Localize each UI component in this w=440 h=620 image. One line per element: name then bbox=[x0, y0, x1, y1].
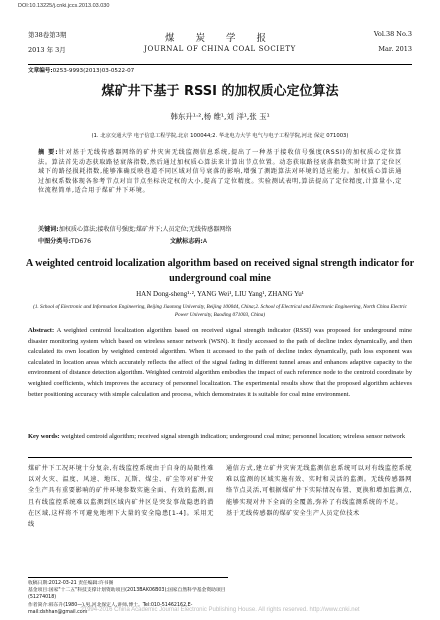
affiliation-en: (1. School of Electronic and Information Engineering, Beijing Jiaotong University, Beijing 100044, China;2. School of Electrical and Electronic Engineering, North China Electric Power University, Baoding 071003, China) bbox=[33, 304, 407, 318]
body-column-right: 通信方式,建立矿井灾害无线监测信息系统可以对有线监控系统难以监测的区域实施有效、实时和灵活的监测。无线传感器网络节点灵活,可根据煤矿井下实际情况布置、更换和增加监测点,能够实现对井下全面的全覆盖,弥补了有线监测系统的不足。 基于无线传感器的煤矿安全生产人员定位技术 bbox=[226, 465, 412, 517]
article-number bbox=[28, 66, 134, 74]
copyright-line: ?1994-2016 China Academic Journal Electronic Publishing House. All rights reserved. http://www.cnki.net bbox=[80, 607, 360, 613]
clc-value: TD676 bbox=[70, 238, 91, 245]
article-number-label: 文章编号: bbox=[28, 68, 53, 74]
journal-header bbox=[28, 30, 412, 65]
date-cn: 2013 年 3月 bbox=[28, 46, 66, 54]
abstract-cn-text: 针对基于无线传感器网络的矿井灾害无线监测信息系统,提出了一种基于接收信号强度(RSSI)的加权质心定位算法。算法首先动态获取路径衰落指数,然后通过加权质心算法来计算出节点位置。动态获取路径衰落指数实时计算了定位区域下的路径损耗指数,能够准确反映巷道不同区域对信号衰落的影响,增强了测距算法对环境的适应能力。加权质心算法通过加权系数体现各参考节点对盲节点坐标决定权的大小,提高了定位精度。实验测试表明,算法提高了定位精度,计算量小,定位流程简单,适合用于煤矿井下环境。 bbox=[38, 149, 403, 195]
doi-line: DOI:10.13225/j.cnki.jccs.2013.03.030 bbox=[18, 3, 110, 9]
keywords-en bbox=[28, 432, 412, 443]
section-divider bbox=[28, 457, 412, 458]
doc-code-value: A bbox=[202, 238, 208, 245]
authors-cn: 韩东升¹·²,杨 维¹,刘 洋¹,张 玉¹ bbox=[170, 112, 270, 121]
footnote-fund: 基金项目:国家"十二五"科技支撑计划资助项目(2013BAK06B03);国家自然科学基金资助项目(51274018) bbox=[28, 588, 226, 601]
doc-code-label: 文献标志码: bbox=[169, 238, 203, 245]
clc-label: 中图分类号: bbox=[38, 238, 71, 245]
affiliation-cn: (1. 北京交通大学 电子信息工程学院,北京 100044;2. 华北电力大学 电气与电子工程学院,河北 保定 071003) bbox=[91, 133, 349, 139]
body-column-left: 煤矿井下工况环境十分复杂,有线监控系统由于自身的局限性难以对火灾、温度、风速、地压、瓦斯、煤尘、矿尘等对矿井安全生产具有重要影响的矿井环境参数实施全面、有效的监测,而且有线监控系统难以监测到区域内矿井区是突发事故隐患的潜在区域,这样将不可避免地埋下大量的安全隐患[1-4]。采用无线 bbox=[28, 465, 214, 529]
title-cn: 煤矿井下基于 RSSI 的加权质心定位算法 bbox=[101, 84, 339, 99]
abstract-en bbox=[28, 326, 412, 400]
volume-en: Vol.38 No.3 bbox=[373, 30, 412, 38]
keywords-en-text: weighted centroid algorithm; received signal strength indication; underground coal mine; personnel location; wireless sensor network bbox=[61, 433, 406, 440]
keywords-cn-text: 加权质心算法;接收信号强度;煤矿井下;人员定位;无线传感器网络 bbox=[58, 226, 232, 233]
keywords-cn bbox=[38, 224, 402, 233]
keywords-en-label: Key words: bbox=[28, 433, 60, 440]
journal-name-cn: 煤 炭 学 报 bbox=[164, 33, 276, 44]
abstract-cn-label: 摘 要: bbox=[38, 149, 59, 156]
volume-cn: 第38卷第3期 bbox=[28, 31, 67, 39]
authors-en: HAN Dong-sheng¹·², YANG Wei¹, LIU Yang¹, ZHANG Yu¹ bbox=[136, 290, 304, 298]
footnote-author: 作者简介:韩东升(1980—),男,河北保定人,讲师,博士。Tel:010-51462162,E-mail:dshhan@gmail.com bbox=[28, 602, 193, 615]
abstract-en-text: A weighted centroid localization algorithm based on received signal strength indicator (RSSI) was proposed for underground mine disaster monitoring system which based on wireless sensor network (WSN). It firstly accessed to the path of decline index dynamically, and then calculated its own location by weighted centroid algorithm. When it accessed to the path of decline index dynamically, path loss exponent was calculated in location areas which accurately reflects the affect of the signal fading in different tunnel areas and enhances adaptive capacity to the environment of distance detection algorithm. Weighted centroid algorithm embodies the impact of each reference node to the centroid coordinate by weighted coefficients, which improves the accuracy of personnel localization. The experimental results show that the proposed algorithm achieves better positioning accuracy with simple calculation and process, which demonstrates it is suitable for coal mine environment. bbox=[28, 327, 412, 398]
footnote-received: 收稿日期:2012-03-21 责任编辑:许书阁 bbox=[28, 581, 114, 586]
title-en: A weighted centroid localization algorithm based on received signal strength indicator for underground coal mine bbox=[25, 258, 415, 284]
keywords-cn-label: 关键词: bbox=[38, 226, 59, 233]
journal-name-en: JOURNAL OF CHINA COAL SOCIETY bbox=[144, 45, 296, 53]
article-number-value: 0253-9993(2013)03-0522-07 bbox=[52, 68, 135, 74]
abstract-cn bbox=[38, 148, 402, 196]
abstract-en-label: Abstract: bbox=[28, 327, 55, 334]
classification-cn bbox=[38, 236, 402, 245]
date-en: Mar. 2013 bbox=[378, 45, 412, 53]
